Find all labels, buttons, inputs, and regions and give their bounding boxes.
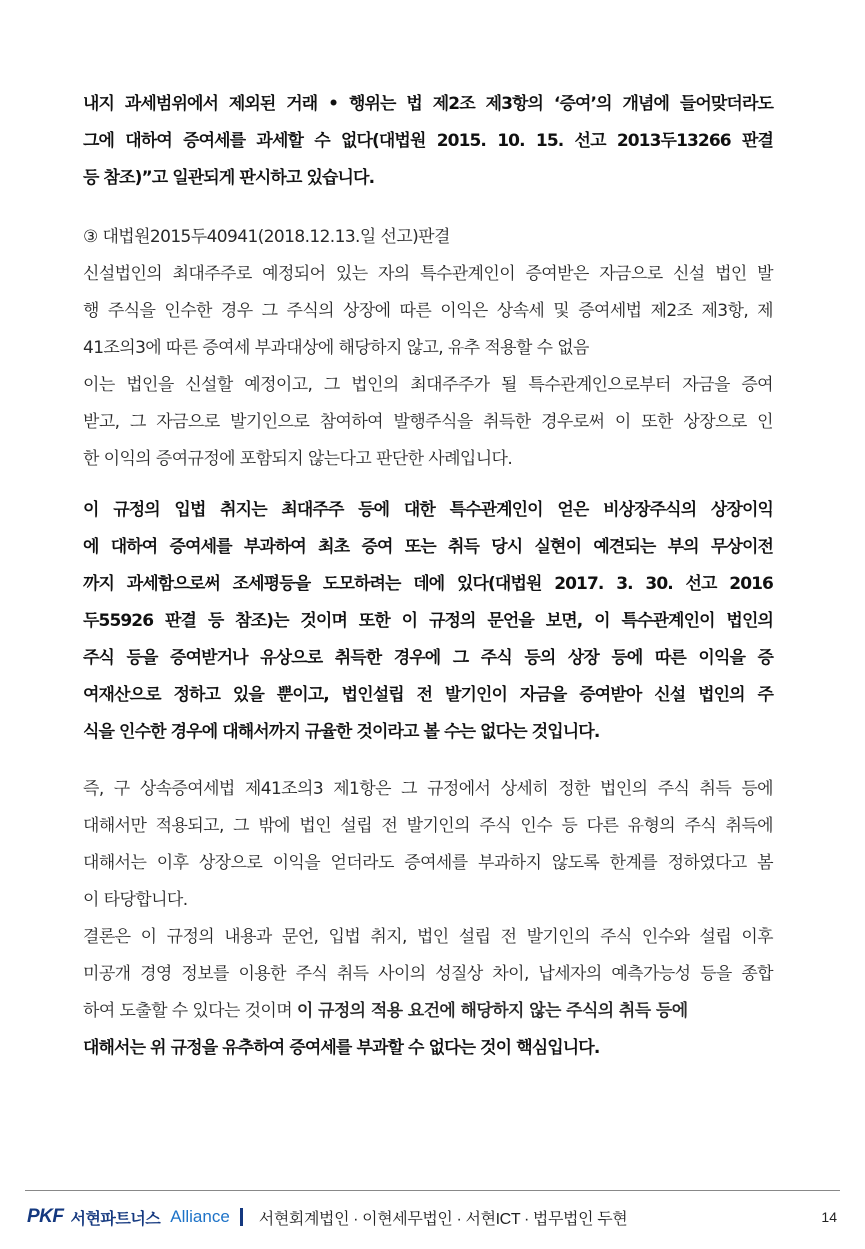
- text-line: 한 이익의 증여규정에 포함되지 않는다고 판단한 사례입니다.: [83, 449, 513, 469]
- text-line: 행 주식을 인수한 경우 그 주식의 상장에 따른 이익은 상속세 및 증여세법 제2조 제3항, 제: [83, 301, 773, 321]
- text-line: 주식 등을 증여받거나 유상으로 취득한 경우에 그 주식 등의 상장 등에 따른 이익을 증: [83, 648, 773, 668]
- paragraph-legislative-intent: [83, 492, 773, 751]
- text-line: 신설법인의 최대주주로 예정되어 있는 자의 특수관계인이 증여받은 자금으로 신설 법인 발: [83, 264, 773, 284]
- text-line: 에 대하여 증여세를 부과하여 최초 증여 또는 취득 당시 실현이 예견되는 부의 무상이전: [83, 537, 773, 557]
- firm-name: 서현파트너스: [70, 1210, 161, 1228]
- paragraph-precedent-summary: [83, 86, 773, 197]
- text-line: 식을 인수한 경우에 대해서까지 규율한 것이라고 볼 수는 없다는 것입니다.: [83, 722, 600, 742]
- text-fragment-normal: 하여 도출할 수 있다는 것이며: [83, 1001, 297, 1021]
- text-line: 등 참조)”고 일관되게 판시하고 있습니다.: [83, 168, 375, 188]
- alliance-label: Alliance: [170, 1207, 230, 1226]
- partner-firms: 서현회계법인 · 이현세무법인 · 서현ICT · 법무법인 두현: [258, 1210, 628, 1228]
- text-line: 41조의3에 따른 증여세 부과대상에 해당하지 않고, 유추 적용할 수 없음: [83, 338, 589, 358]
- document-body: [83, 86, 773, 1067]
- text-line: 대해서는 이후 상장으로 이익을 얻더라도 증여세를 부과하지 않도록 한계를 정하였다고 봄: [83, 853, 773, 873]
- text-line: 미공개 경영 정보를 이용한 주식 취득 사이의 성질상 차이, 납세자의 예측가능성 등을 종합: [83, 964, 773, 984]
- page-number: 14: [821, 1209, 837, 1225]
- text-line: 내지 과세범위에서 제외된 거래 • 행위는 법 제2조 제3항의 ‘증여’의 개념에 들어맞더라도: [83, 94, 773, 114]
- text-line: 결론은 이 규정의 내용과 문언, 입법 취지, 법인 설립 전 발기인의 주식 인수와 설립 이후: [83, 927, 773, 947]
- text-line: 이는 법인을 신설할 예정이고, 그 법인의 최대주주가 될 특수관계인으로부터 자금을 증여: [83, 375, 773, 395]
- text-line: 이 규정의 입법 취지는 최대주주 등에 대한 특수관계인이 얻은 비상장주식의 상장이익: [83, 500, 773, 520]
- footer-separator-bar: [240, 1208, 243, 1226]
- pkf-logo: PKF: [27, 1206, 64, 1227]
- text-line: 여재산으로 정하고 있을 뿐이고, 법인설립 전 발기인이 자금을 증여받아 신설 법인의 주: [83, 685, 773, 705]
- paragraph-conclusion: [83, 771, 773, 1067]
- paragraph-case-summary: [83, 256, 773, 478]
- text-line: 두55926 판결 등 참조)는 것이며 또한 이 규정의 문언을 보면, 이 특수관계인이 법인의: [83, 611, 773, 631]
- text-line: 까지 과세함으로써 조세평등을 도모하려는 데에 있다(대법원 2017. 3. 30. 선고 2016: [83, 574, 773, 594]
- page-footer: [27, 1200, 842, 1234]
- text-line: 받고, 그 자금으로 발기인으로 참여하여 발행주식을 취득한 경우로써 이 또한 상장으로 인: [83, 412, 773, 432]
- text-line: 이 타당합니다.: [83, 890, 188, 910]
- text-line-mixed: [83, 993, 773, 1030]
- footer-divider: [25, 1190, 840, 1191]
- text-fragment-bold: 이 규정의 적용 요건에 해당하지 않는 주식의 취득 등에: [296, 1001, 688, 1021]
- text-line: 대해서만 적용되고, 그 밖에 법인 설립 전 발기인의 주식 인수 등 다른 유형의 주식 취득에: [83, 816, 773, 836]
- text-line: 즉, 구 상속증여세법 제41조의3 제1항은 그 규정에서 상세히 정한 법인의 주식 취득 등에: [83, 779, 773, 799]
- text-line: 그에 대하여 증여세를 과세할 수 없다(대법원 2015. 10. 15. 선고 2013두13266 판결: [83, 131, 773, 151]
- case-heading: ③ 대법원2015두40941(2018.12.13.일 선고)판결: [83, 227, 450, 247]
- text-line: 대해서는 위 규정을 유추하여 증여세를 부과할 수 없다는 것이 핵심입니다.: [83, 1038, 600, 1058]
